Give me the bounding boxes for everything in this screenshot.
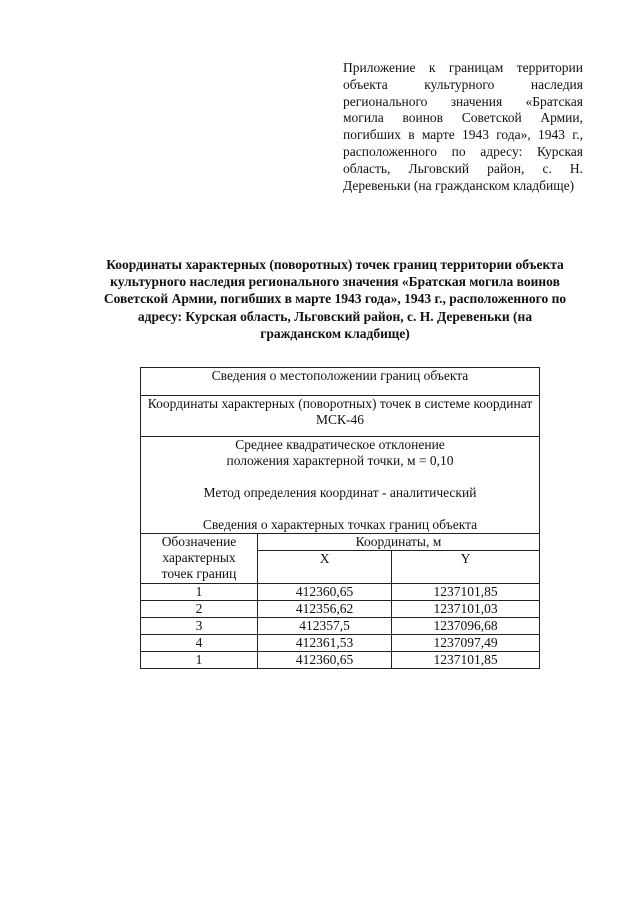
- table-row: [141, 584, 540, 601]
- column-header-x: X: [258, 551, 392, 584]
- rms-line-2: положения характерной точки, м = 0,10: [226, 453, 454, 468]
- points-info-text: Сведения о характерных точках границ объекта: [202, 517, 478, 532]
- point-cell: 4: [141, 635, 258, 652]
- table-body: [141, 584, 540, 669]
- table-row: [141, 601, 540, 618]
- table-header-location: Сведения о местоположении границ объекта: [141, 368, 540, 396]
- point-cell: 1: [141, 584, 258, 601]
- document-title: Координаты характерных (поворотных) точек границ территории объекта культурного наследия регионального значения «Братская могила воинов Советской Армии, погибших в марте 1943 года», 1943 г., расположенного по адресу: Курская область, Льговский район, с. Н. Деревеньки (на гражданском кладбище): [103, 257, 567, 341]
- coordinates-table: [140, 367, 540, 669]
- x-cell: 412356,62: [258, 601, 392, 618]
- method-text: Метод определения координат - аналитический: [203, 485, 477, 500]
- table-row: [141, 635, 540, 652]
- appendix-note: Приложение к границам территории объекта культурного наследия регионального значения «Братская могила воинов Советской Армии, погибших в марте 1943 года», 1943 г., расположенного по адресу: Курская область, Льговский район, с. Н. Деревеньки (на гражданском кладбище): [343, 60, 583, 193]
- table-header-accuracy: [141, 437, 540, 534]
- column-header-y: Y: [392, 551, 540, 584]
- table-row: [141, 618, 540, 635]
- point-cell: 1: [141, 652, 258, 669]
- column-header-coordinates: Координаты, м: [258, 534, 540, 551]
- y-cell: 1237101,85: [392, 584, 540, 601]
- y-cell: 1237096,68: [392, 618, 540, 635]
- table-row: [141, 652, 540, 669]
- point-cell: 2: [141, 601, 258, 618]
- table-header-coordinate-system: Координаты характерных (поворотных) точек в системе координат МСК-46: [141, 396, 540, 437]
- y-cell: 1237101,85: [392, 652, 540, 669]
- x-cell: 412360,65: [258, 584, 392, 601]
- point-cell: 3: [141, 618, 258, 635]
- rms-line-1: Среднее квадратическое отклонение: [235, 437, 445, 452]
- x-cell: 412361,53: [258, 635, 392, 652]
- y-cell: 1237101,03: [392, 601, 540, 618]
- x-cell: 412357,5: [258, 618, 392, 635]
- column-header-designation: Обозначение характерных точек границ: [141, 534, 258, 584]
- y-cell: 1237097,49: [392, 635, 540, 652]
- x-cell: 412360,65: [258, 652, 392, 669]
